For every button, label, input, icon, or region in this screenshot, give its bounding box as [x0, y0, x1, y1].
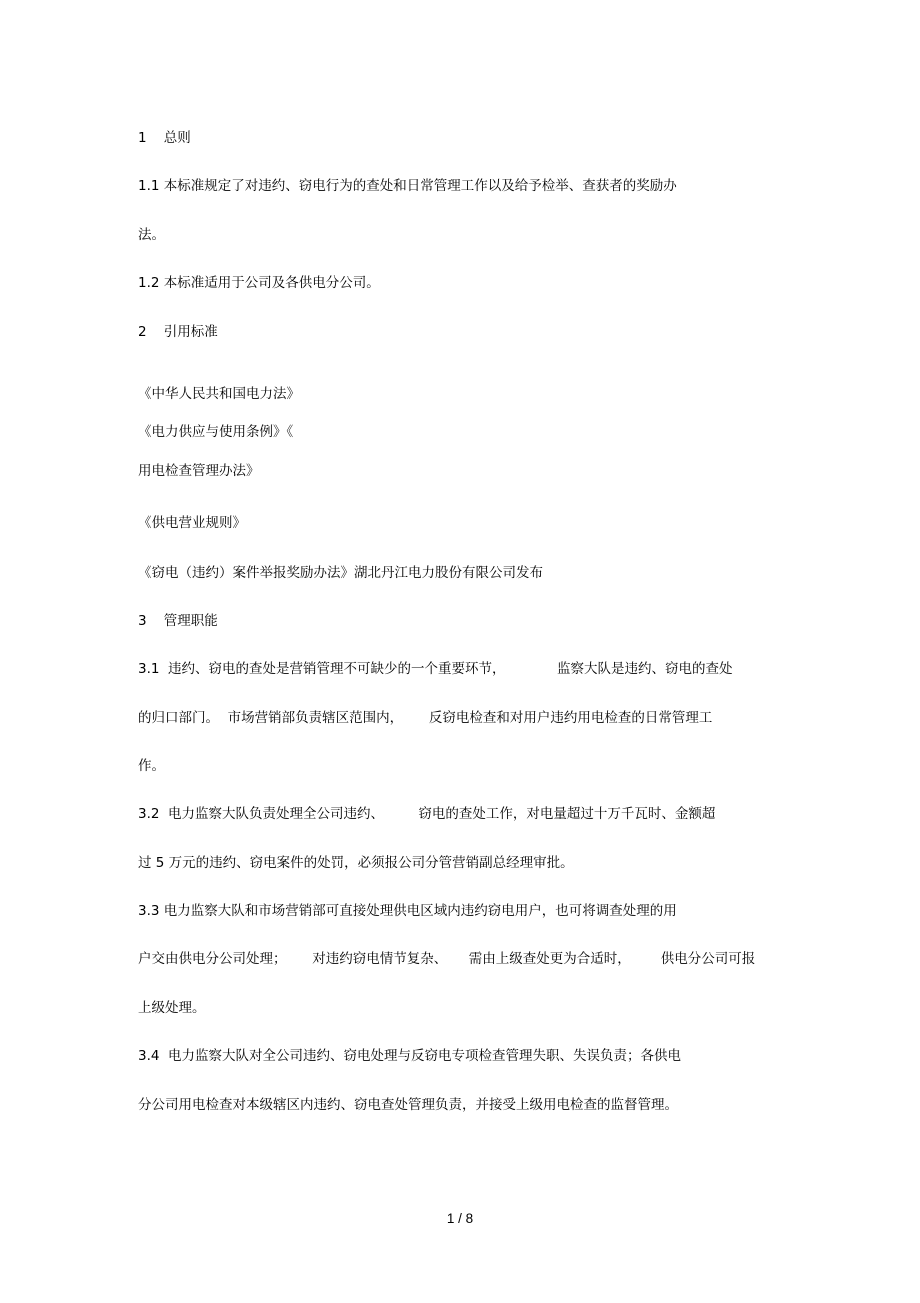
reference-supply-regulations: 《电力供应与使用条例》《: [138, 424, 294, 440]
section-1-heading: 1 总则: [138, 130, 191, 146]
page-number: 1 / 8: [446, 1211, 474, 1226]
paragraph-1-1-line-1: 1.1 本标准规定了对违约、窃电行为的查处和日常管理工作以及给予检举、查获者的奖励办: [138, 178, 677, 194]
paragraph-3-2-line-2: 过 5 万元的违约、窃电案件的处罚，必须报公司分管营销副总经理审批。: [138, 855, 574, 871]
section-2-heading: 2 引用标准: [138, 324, 218, 340]
paragraph-3-4-line-1: 3.4 电力监察大队对全公司违约、窃电处理与反窃电专项检查管理失职、失误负责；各供电: [138, 1048, 682, 1064]
paragraph-3-2-line-1: 3.2 电力监察大队负责处理全公司违约、 窃电的查处工作，对电量超过十万千瓦时、金额超: [138, 806, 716, 822]
paragraph-1-1-line-2: 法。: [138, 227, 165, 243]
section-3-heading: 3 管理职能: [138, 613, 218, 629]
paragraph-3-3-line-2: 户交由供电分公司处理； 对违约窃电情节复杂、 需由上级查处更为合适时， 供电分公司可报: [138, 951, 756, 967]
paragraph-1-2: 1.2 本标准适用于公司及各供电分公司。: [138, 275, 380, 291]
paragraph-3-1-line-1: 3.1 违约、窃电的查处是营销管理不可缺少的一个重要环节， 监察大队是违约、窃电的查处: [138, 661, 733, 677]
paragraph-3-3-line-3: 上级处理。: [138, 1000, 206, 1016]
paragraph-3-3-line-1: 3.3 电力监察大队和市场营销部可直接处理供电区域内违约窃电用户，也可将调查处理的用: [138, 903, 677, 919]
paragraph-3-1-line-3: 作。: [138, 758, 165, 774]
reference-reward-measures: 《窃电（违约）案件举报奖励办法》湖北丹江电力股份有限公司发布: [138, 565, 543, 581]
paragraph-3-1-line-2: 的归口部门。 市场营销部负责辖区范围内， 反窃电检查和对用户违约用电检查的日常管理工: [138, 710, 713, 726]
reference-business-rules: 《供电营业规则》: [138, 515, 246, 531]
paragraph-3-4-line-2: 分公司用电检查对本级辖区内违约、窃电查处管理负责，并接受上级用电检查的监督管理。: [138, 1097, 678, 1113]
reference-inspection-measures: 用电检查管理办法》: [138, 463, 260, 479]
reference-electric-power-law: 《中华人民共和国电力法》: [138, 386, 300, 402]
